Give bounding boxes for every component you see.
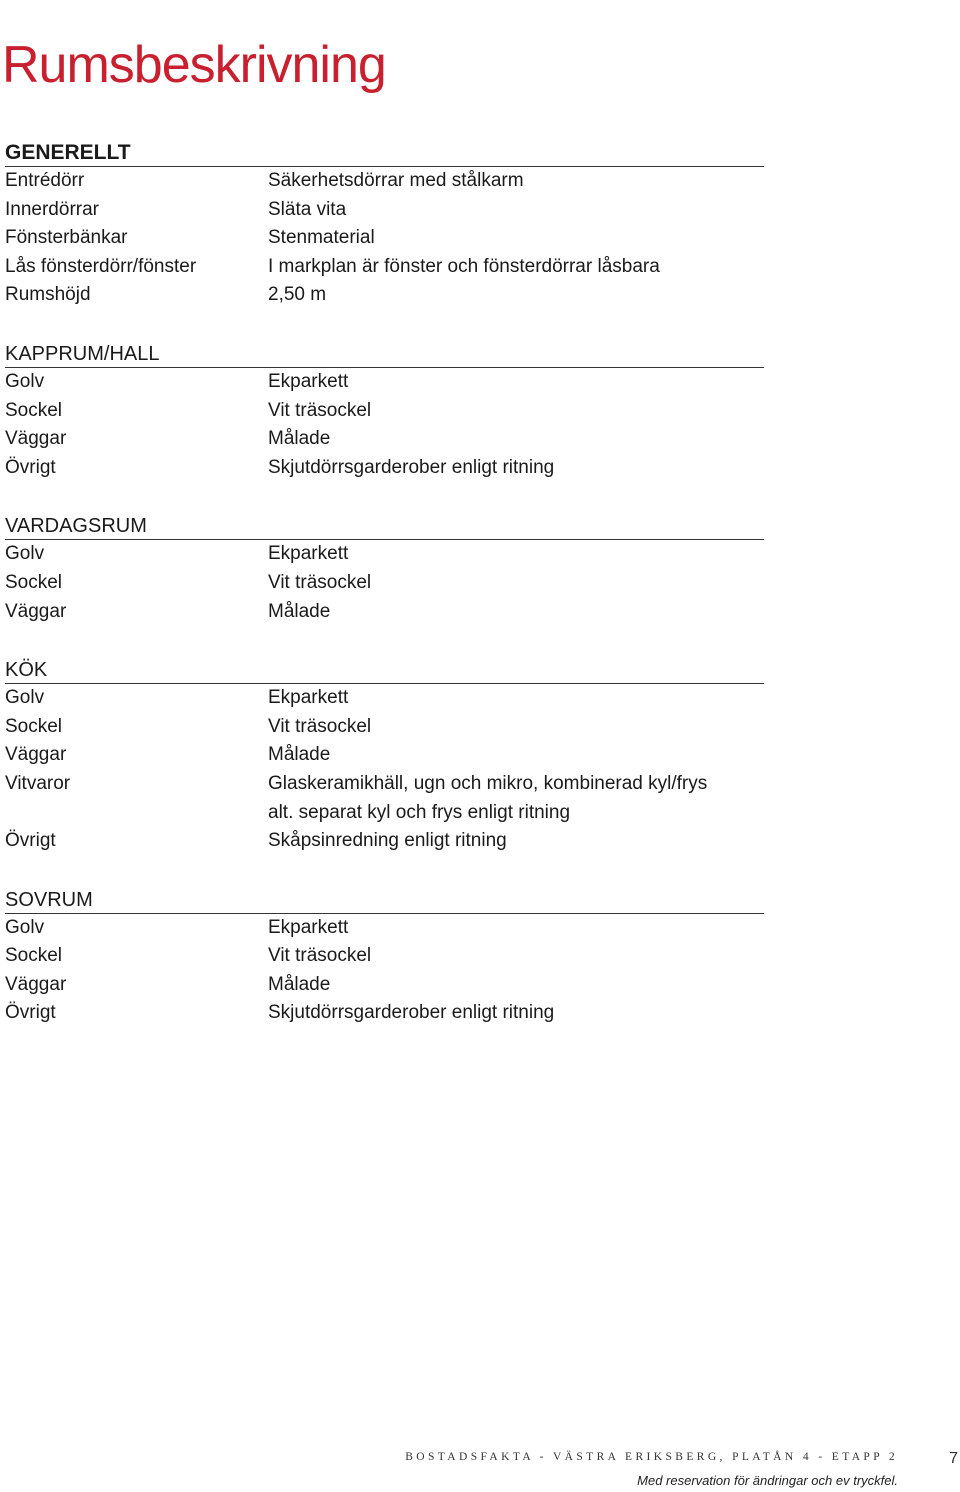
spec-label: Övrigt xyxy=(5,456,56,478)
spec-row xyxy=(5,770,764,827)
section-heading: GENERELLT xyxy=(5,138,764,167)
spec-row xyxy=(5,253,764,282)
spec-value: Målade xyxy=(268,428,331,450)
spec-row xyxy=(5,598,764,627)
spec-row xyxy=(5,942,764,971)
spec-label: Golv xyxy=(5,916,45,938)
section-kapprum-hall xyxy=(5,339,764,482)
section-heading: VARDAGSRUM xyxy=(5,511,764,540)
spec-row xyxy=(5,224,764,253)
section-kok xyxy=(5,655,764,856)
spec-label: Övrigt xyxy=(5,1002,56,1024)
spec-value: Vit träsockel xyxy=(268,399,372,421)
spec-label: Lås fönsterdörr/fönster xyxy=(5,255,197,277)
spec-value: Ekparkett xyxy=(268,543,349,565)
spec-label: Väggar xyxy=(5,428,67,450)
section-heading: SOVRUM xyxy=(5,885,764,914)
spec-label: Sockel xyxy=(5,399,63,421)
section-heading: KAPPRUM/HALL xyxy=(5,339,764,368)
spec-row xyxy=(5,281,764,310)
spec-value: Säkerhetsdörrar med stålkarm xyxy=(268,170,524,191)
spec-row xyxy=(5,741,764,770)
spec-value: Vit träsockel xyxy=(268,715,372,737)
spec-value: Stenmaterial xyxy=(268,227,375,249)
spec-value: Skjutdörrsgarderober enligt ritning xyxy=(268,1002,555,1024)
spec-row xyxy=(5,999,764,1028)
spec-row xyxy=(5,540,764,569)
spec-label: Sockel xyxy=(5,715,63,737)
spec-value: Vit träsockel xyxy=(268,571,372,593)
spec-label: Entrédörr xyxy=(5,170,85,191)
spec-row xyxy=(5,971,764,1000)
spec-value: I markplan är fönster och fönsterdörrar låsbara xyxy=(268,255,660,277)
spec-row xyxy=(5,454,764,483)
spec-row xyxy=(5,167,764,196)
spec-label: Fönsterbänkar xyxy=(5,227,128,249)
spec-value: Ekparkett xyxy=(268,370,349,392)
footer-disclaimer: Med reservation för ändringar och ev tryckfel. xyxy=(637,1473,898,1488)
section-vardagsrum xyxy=(5,511,764,626)
spec-value: 2,50 m xyxy=(268,284,327,306)
spec-row xyxy=(5,397,764,426)
spec-row xyxy=(5,914,764,943)
spec-label: Golv xyxy=(5,687,45,709)
spec-label: Vitvaror xyxy=(5,772,71,794)
spec-row xyxy=(5,196,764,225)
spec-row xyxy=(5,368,764,397)
spec-value: Vit träsockel xyxy=(268,945,372,967)
spec-value: Målade xyxy=(268,973,331,995)
spec-value: Släta vita xyxy=(268,198,347,220)
page-number: 7 xyxy=(949,1450,958,1467)
section-sovrum xyxy=(5,885,764,1028)
spec-label: Övrigt xyxy=(5,830,56,852)
spec-label: Golv xyxy=(5,543,45,565)
spec-label: Sockel xyxy=(5,945,63,967)
spec-row xyxy=(5,713,764,742)
spec-label: Sockel xyxy=(5,571,63,593)
spec-value: Målade xyxy=(268,744,331,766)
section-generellt xyxy=(5,138,764,310)
spec-label: Golv xyxy=(5,370,45,392)
spec-value: Ekparkett xyxy=(268,687,349,709)
spec-value: Målade xyxy=(268,600,331,622)
spec-row xyxy=(5,684,764,713)
room-description xyxy=(5,138,764,1057)
spec-value: Glaskeramikhäll, ugn och mikro, kombinerad kyl/frys alt. separat kyl och frys enligt ritning xyxy=(268,772,708,823)
spec-row xyxy=(5,827,764,856)
spec-label: Väggar xyxy=(5,744,67,766)
spec-label: Väggar xyxy=(5,973,67,995)
spec-row xyxy=(5,425,764,454)
spec-label: Väggar xyxy=(5,600,67,622)
spec-row xyxy=(5,569,764,598)
spec-value: Ekparkett xyxy=(268,916,349,938)
footer-publication-line: BOSTADSFAKTA - VÄSTRA ERIKSBERG, PLATÅN 4 - ETAPP 2 xyxy=(405,1451,898,1463)
spec-value: Skåpsinredning enligt ritning xyxy=(268,830,507,852)
page-title: Rumsbeskrivning xyxy=(2,35,386,94)
spec-label: Rumshöjd xyxy=(5,284,91,306)
spec-value: Skjutdörrsgarderober enligt ritning xyxy=(268,456,555,478)
spec-label: Innerdörrar xyxy=(5,198,99,220)
section-heading: KÖK xyxy=(5,655,764,684)
